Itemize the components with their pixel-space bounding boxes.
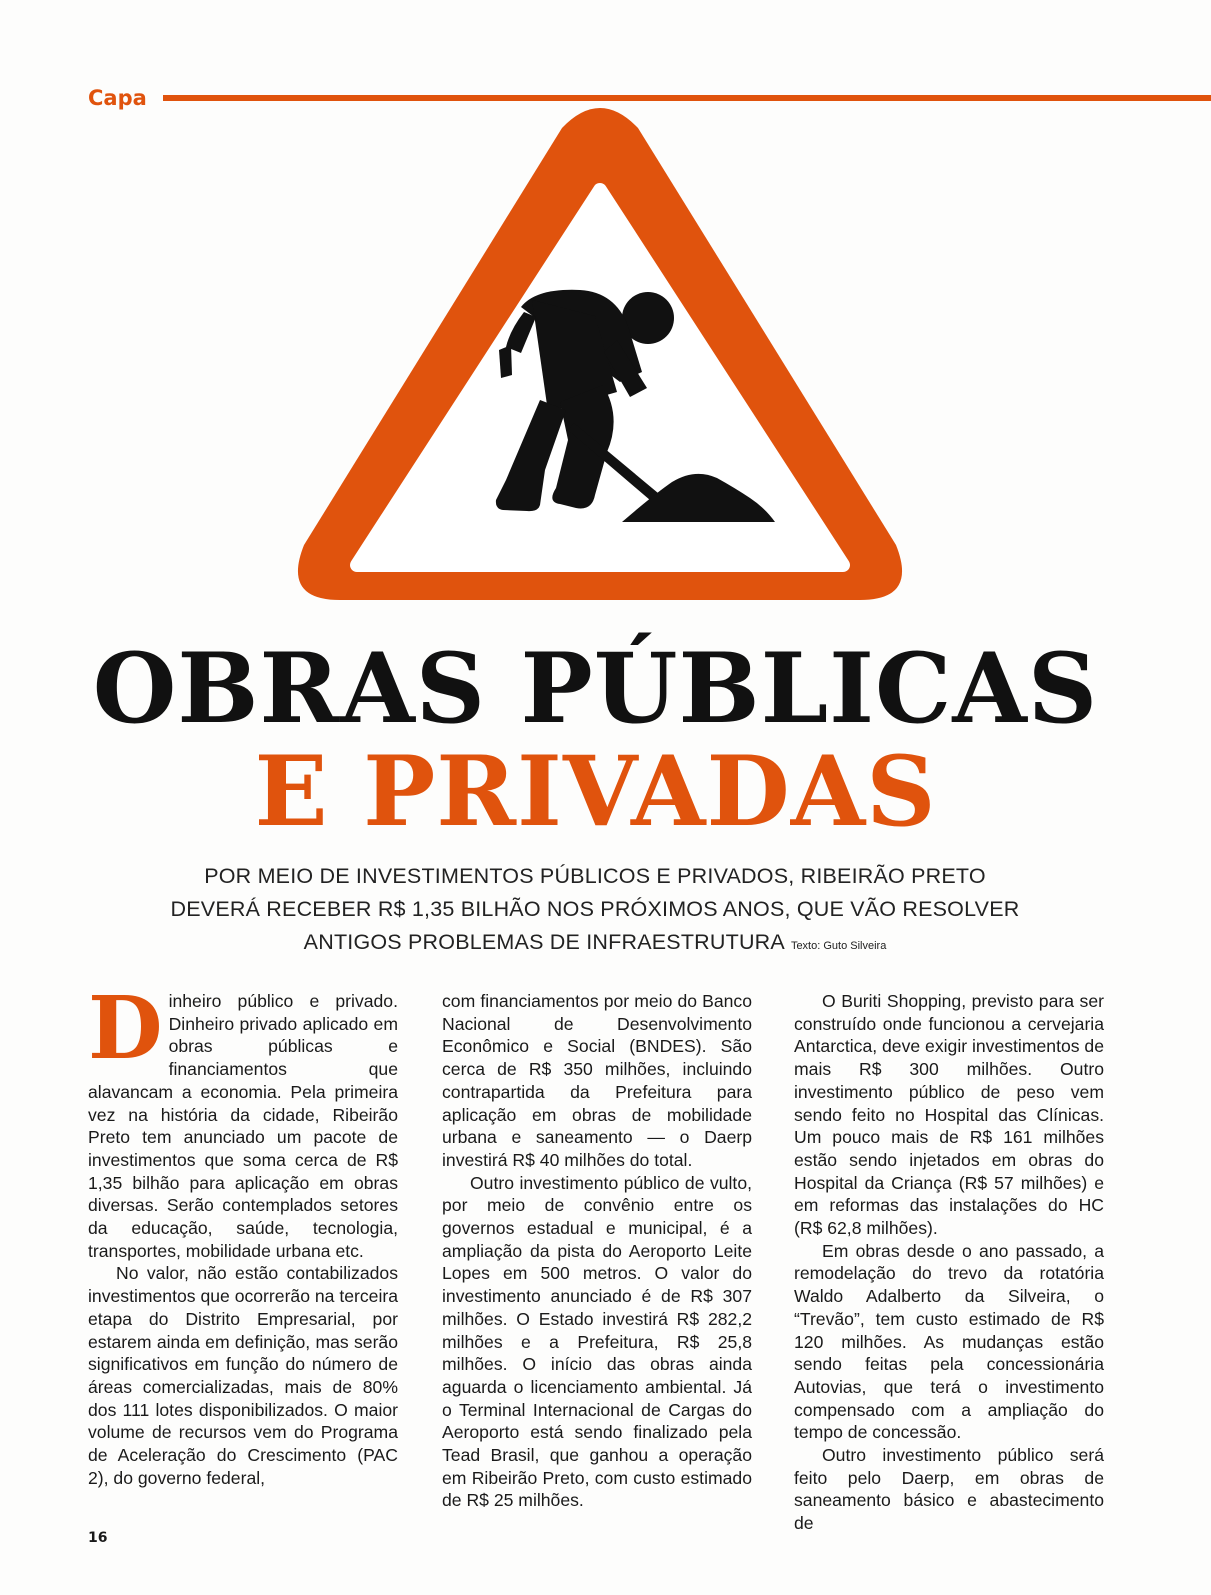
article-paragraph: Outro investimento público será feito pelo Daerp, em obras de saneamento básico e abastecimento de bbox=[794, 1445, 1104, 1534]
article-paragraph bbox=[88, 978, 398, 1262]
deck-line-2: DEVERÁ RECEBER R$ 1,35 BILHÃO NOS PRÓXIMOS ANOS, QUE VÃO RESOLVER bbox=[170, 897, 1020, 921]
article-paragraph: Outro investimento público de vulto, por meio de convênio entre os governos estadual e municipal, é a ampliação da pista do Aeroporto Leite Lopes em 500 metros. O valor do investimento anunciado é de R$ 307 milhões. O Estado investirá R$ 282,2 milhões e a Prefeitura, R$ 25,8 milhões. O início das obras ainda aguarda o licenciamento ambiental. Já o Terminal Internacional de Cargas do Aeroporto está sendo finalizado pela Tead Brasil, que ganhou a operação em Ribeirão Preto, com custo estimado de R$ 25 milhões. bbox=[442, 1172, 752, 1511]
deck-line-3-wrap bbox=[170, 926, 1020, 963]
deck bbox=[170, 860, 1020, 963]
headline-line-1: OBRAS PÚBLICAS bbox=[92, 632, 1099, 745]
article-paragraph: com financiamentos por meio do Banco Nacional de Desenvolvimento Econômico e Social (BNDES). São cerca de R$ 350 milhões, incluindo contrapartida da Prefeitura para aplicação em obras de mobilidade urbana e saneamento — o Daerp investirá R$ 40 milhões do total. bbox=[442, 991, 752, 1170]
deck-line-3: ANTIGOS PROBLEMAS DE INFRAESTRUTURA bbox=[303, 930, 785, 954]
article-paragraph: O Buriti Shopping, previsto para ser construído onde funcionou a cervejaria Antarctica, deve exigir investimentos de mais R$ 300 milhões. Outro investimento público de peso vem sendo feito no Hospital das Clínicas. Um pouco mais de R$ 161 milhões estão sendo injetados em obras do Hospital da Criança (R$ 57 milhões) e em reformas das instalações do HC (R$ 62,8 milhões). bbox=[794, 991, 1104, 1239]
article-paragraph: No valor, não estão contabilizados investimentos que ocorrerão na terceira etapa do Distrito Empresarial, por estarem ainda em definição, mas serão significativos em função do número de áreas comercializadas, mais de 80% dos 111 lotes disponibilizados. O maior volume de recursos vem do Programa de Aceleração do Crescimento (PAC 2), do governo federal, bbox=[88, 1263, 399, 1488]
article-paragraph: Em obras desde o ano passado, a remodelação do trevo da rotatória Waldo Adalberto da Silveira, o “Trevão”, tem custo estimado de R$ 120 milhões. As mudanças estão sendo feitas pela concessionária Autovias, que terá o investimento compensado com a ampliação do tempo de concessão. bbox=[794, 1240, 1104, 1443]
deck-line-1: POR MEIO DE INVESTIMENTOS PÚBLICOS E PRIVADOS, RIBEIRÃO PRETO bbox=[204, 864, 986, 888]
article-column-1 bbox=[88, 978, 399, 1488]
drop-cap: D bbox=[88, 978, 163, 1079]
article-column-3 bbox=[794, 990, 1104, 1534]
article-column-2 bbox=[442, 990, 752, 1511]
page-number: 16 bbox=[88, 1530, 108, 1546]
byline: Texto: Guto Silveira bbox=[790, 940, 887, 952]
road-work-warning-sign-icon bbox=[290, 100, 910, 620]
paragraph-text: inheiro público e privado. Dinheiro privado aplicado em obras públicas e financiamentos que alavancam a economia. Pela primeira vez na história da cidade, Ribeirão Preto tem anunciado um pacote de investimentos que soma cerca de R$ 1,35 bilhão para aplicação em obras diversas. Serão contemplados setores da educação, saúde, tecnologia, transportes, mobilidade urbana etc. bbox=[88, 991, 398, 1261]
section-label: Capa bbox=[88, 86, 147, 110]
headline-line-2: E PRIVADAS bbox=[254, 735, 937, 848]
